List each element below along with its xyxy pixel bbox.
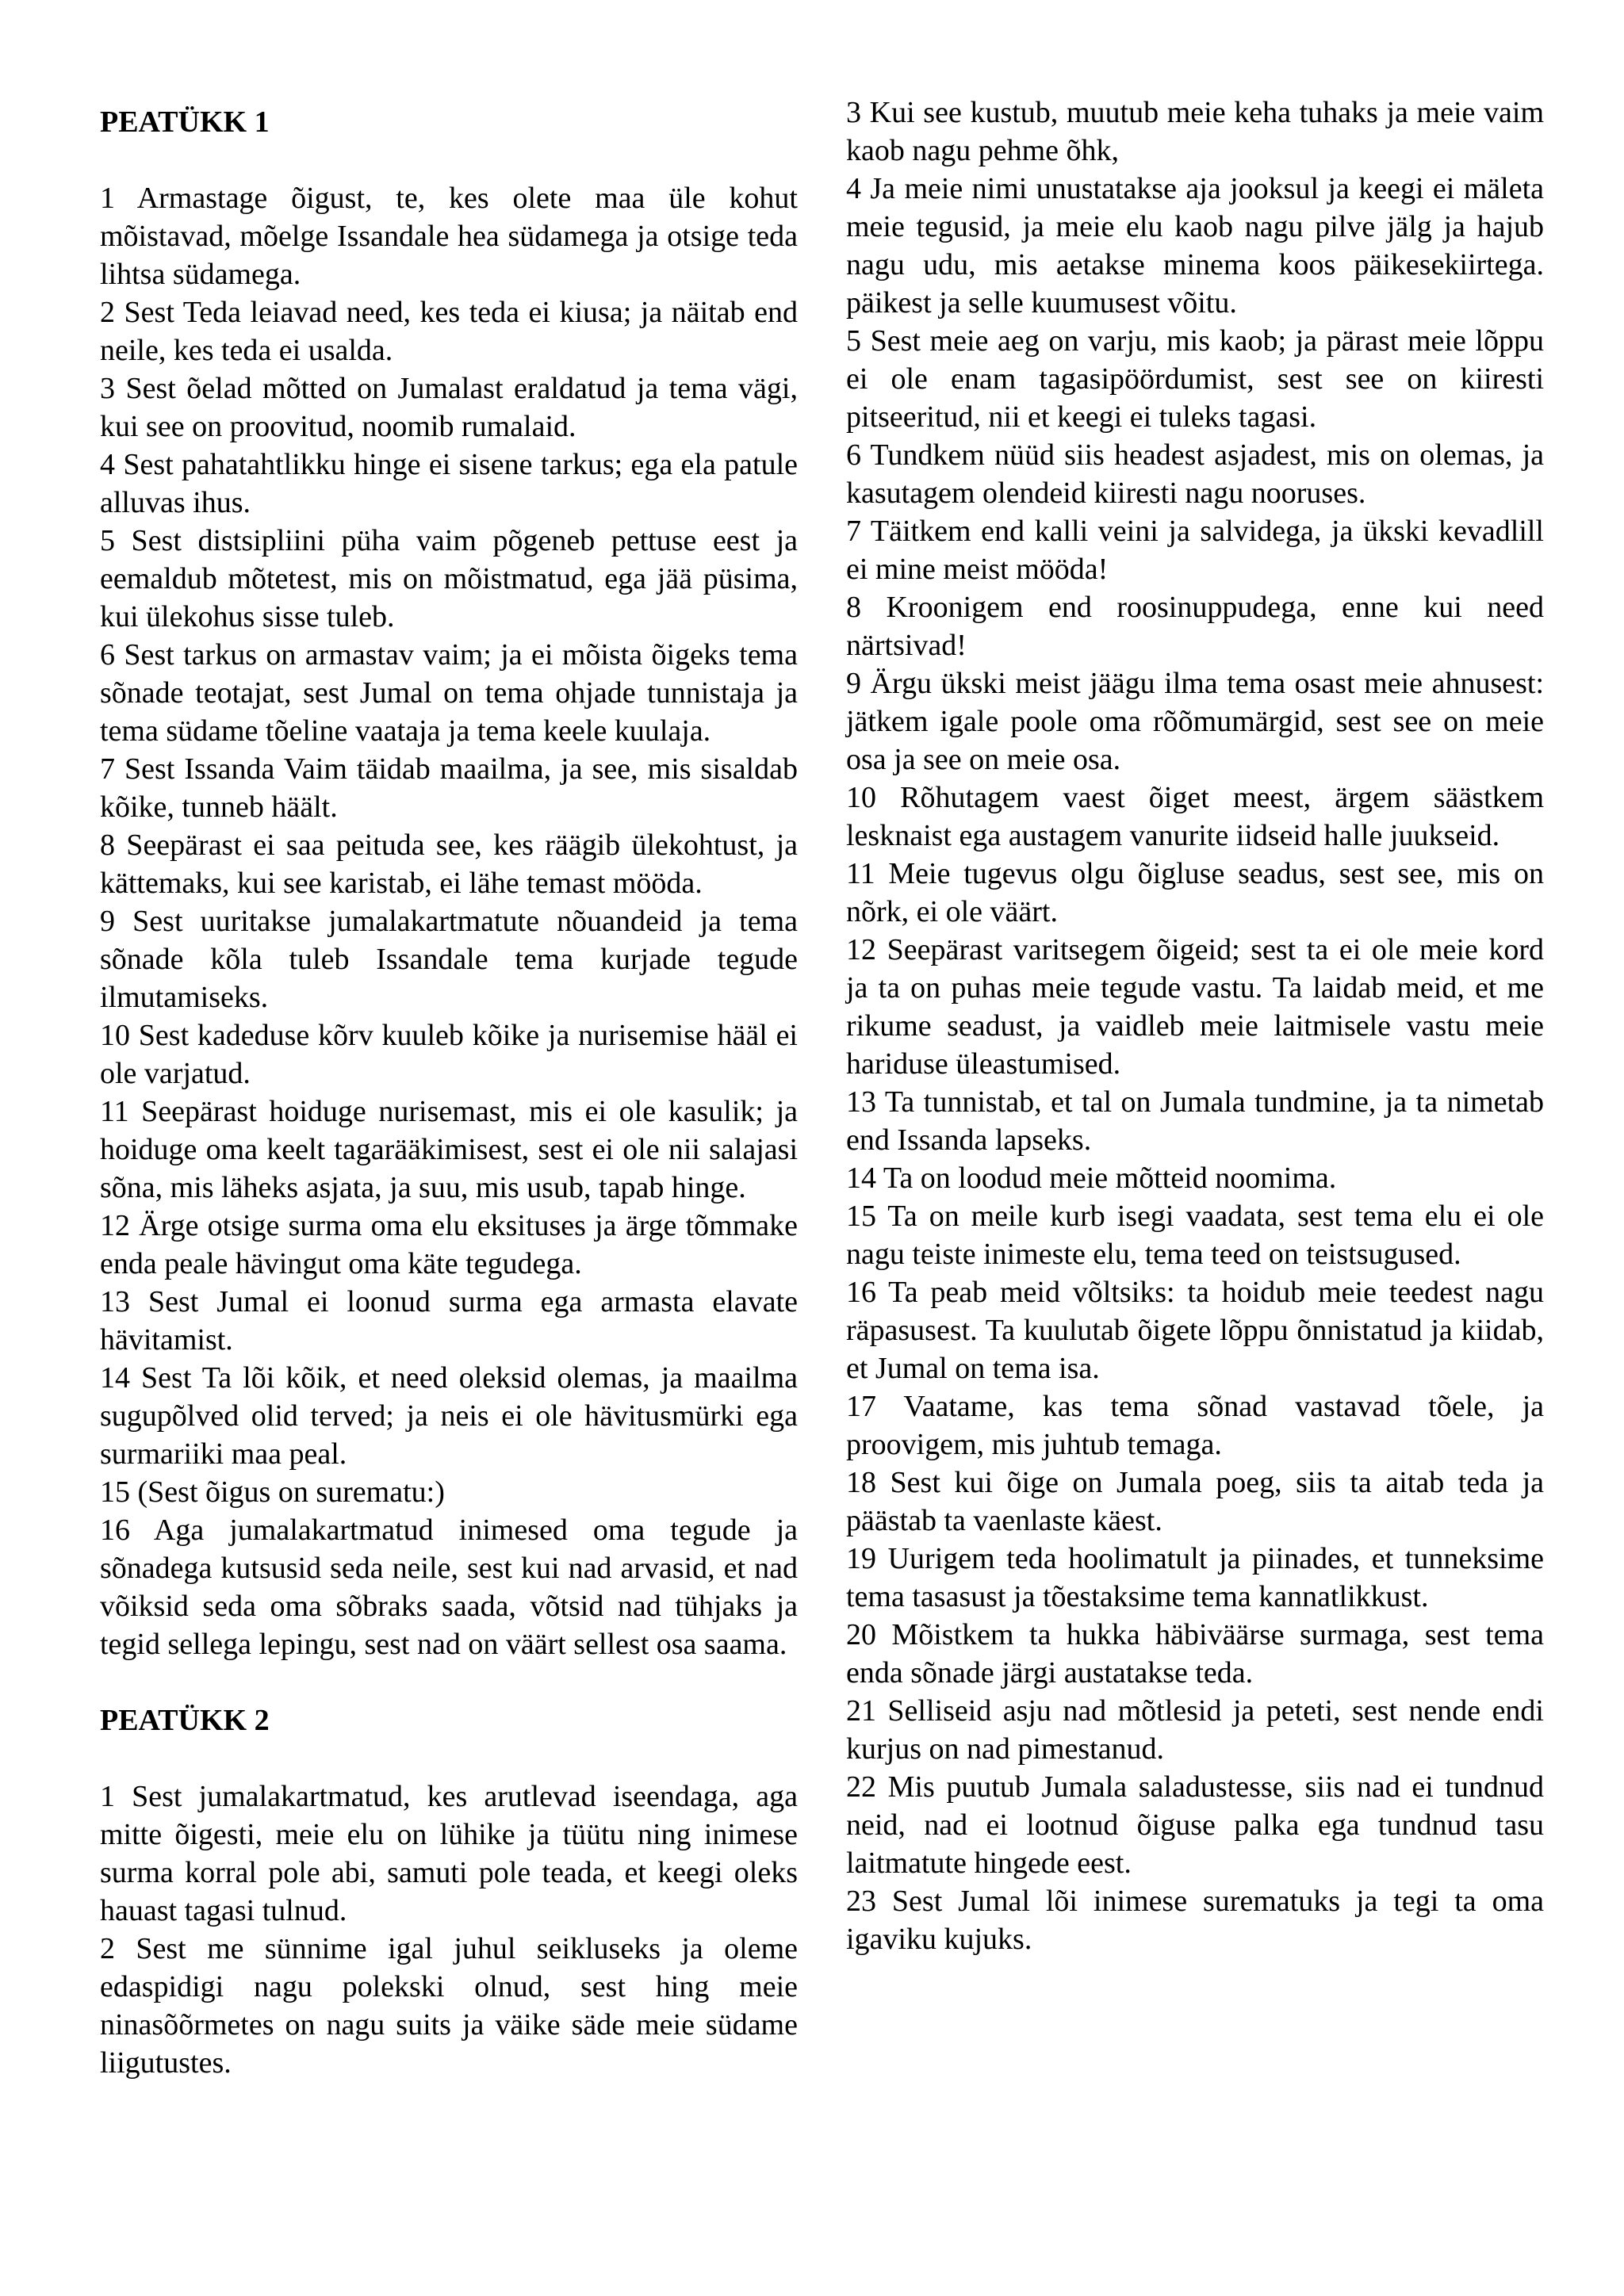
spacer: [100, 141, 798, 179]
verse: 17 Vaatame, kas tema sõnad vastavad tõele, ja proovigem, mis juhtub temaga.: [846, 1390, 1544, 1461]
verse: 8 Seepärast ei saa peituda see, kes räägib ülekohtust, ja kättemaks, kui see karistab, ei lähe temast mööda.: [100, 828, 798, 900]
left-column: [100, 94, 798, 2082]
verse: 11 Seepärast hoiduge nurisemast, mis ei ole kasulik; ja hoiduge oma keelt tagarääkimisest, sest ei ole nii salajasi sõna, mis läheks asjata, ja suu, mis usub, tapab hinge.: [100, 1095, 798, 1204]
verse: 9 Sest uuritakse jumalakartmatute nõuandeid ja tema sõnade kõla tuleb Issandale tema kurjade tegude ilmutamiseks.: [100, 905, 798, 1014]
verse: 4 Ja meie nimi unustatakse aja jooksul ja keegi ei mäleta meie tegusid, ja meie elu kaob nagu pilve jälg ja hajub nagu udu, mis aetakse minema koos päikesekiirtega. päikest ja selle kuumusest võitu.: [846, 172, 1544, 320]
verse: 16 Ta peab meid võltsiks: ta hoidub meie teedest nagu räpasusest. Ta kuulutab õigete lõppu õnnistatud ja kiidab, et Jumal on tema isa.: [846, 1276, 1544, 1385]
chapter-2-verses: [100, 1777, 798, 2082]
verse: 15 (Sest õigus on surematu:): [100, 1475, 445, 1509]
verse: 14 Sest Ta lõi kõik, et need oleksid olemas, ja maailma sugupõlved olid terved; ja neis ei ole hävitusmürki ega surmariiki maa peal.: [100, 1361, 798, 1471]
verse: 23 Sest Jumal lõi inimese surematuks ja tegi ta oma igaviku kujuks.: [846, 1885, 1544, 1956]
verse: 13 Ta tunnistab, et tal on Jumala tundmine, ja ta nimetab end Issanda lapseks.: [846, 1085, 1544, 1157]
right-column: [846, 94, 1544, 1958]
verse: 1 Armastage õigust, te, kes olete maa üle kohut mõistavad, mõelge Issandale hea südamega ja otsige teda lihtsa südamega.: [100, 182, 798, 291]
verse: 3 Kui see kustub, muutub meie keha tuhaks ja meie vaim kaob nagu pehme õhk,: [846, 96, 1544, 167]
verse: 12 Ärge otsige surma oma elu eksituses ja ärge tõmmake enda peale hävingut oma käte tegudega.: [100, 1209, 798, 1280]
verse: 7 Sest Issanda Vaim täidab maailma, ja see, mis sisaldab kõike, tunneb häält.: [100, 752, 798, 824]
verse: 10 Sest kadeduse kõrv kuuleb kõike ja nurisemise hääl ei ole varjatud.: [100, 1019, 798, 1090]
chapter-1-heading: PEATÜKK 1: [100, 105, 270, 139]
verse: 18 Sest kui õige on Jumala poeg, siis ta aitab teda ja päästab ta vaenlaste käest.: [846, 1466, 1544, 1537]
verse: 4 Sest pahatahtlikku hinge ei sisene tarkus; ega ela patule alluvas ihus.: [100, 448, 798, 519]
verse: 6 Tundkem nüüd siis headest asjadest, mis on olemas, ja kasutagem olendeid kiiresti nagu nooruses.: [846, 438, 1544, 510]
chapter-2-heading: PEATÜKK 2: [100, 1704, 270, 1737]
verse: 22 Mis puutub Jumala saladustesse, siis nad ei tundnud neid, nad ei lootnud õiguse palka ega tundnud tasu laitmatute hingede eest.: [846, 1770, 1544, 1880]
verse: 16 Aga jumalakartmatud inimesed oma tegude ja sõnadega kutsusid seda neile, sest kui nad arvasid, et nad võiksid seda oma sõbraks saada, võtsid nad tühjaks ja tegid sellega lepingu, sest nad on väärt sellest osa saama.: [100, 1513, 798, 1661]
verse: 5 Sest meie aeg on varju, mis kaob; ja pärast meie lõppu ei ole enam tagasipöördumist, sest see on kiiresti pitseeritud, nii et keegi ei tuleks tagasi.: [846, 324, 1544, 434]
verse: 19 Uurigem teda hoolimatult ja piinades, et tunneksime tema tasasust ja tõestaksime tema kannatlikkust.: [846, 1542, 1544, 1613]
verse: 8 Kroonigem end roosinuppudega, enne kui need närtsivad!: [846, 591, 1544, 662]
verse: 2 Sest Teda leiavad need, kes teda ei kiusa; ja näitab end neile, kes teda ei usalda.: [100, 296, 798, 367]
verse: 6 Sest tarkus on armastav vaim; ja ei mõista õigeks tema sõnade teotajat, sest Jumal on tema ohjade tunnistaja ja tema südame tõeline vaataja ja tema keele kuulaja.: [100, 638, 798, 748]
verse: 9 Ärgu ükski meist jäägu ilma tema osast meie ahnusest: jätkem igale poole oma rõõmumärgid, sest see on meie osa ja see on meie osa.: [846, 667, 1544, 776]
verse: 1 Sest jumalakartmatud, kes arutlevad iseendaga, aga mitte õigesti, meie elu on lühike ja tüütu ning inimese surma korral pole abi, samuti pole teada, et keegi oleks hauast tagasi tulnud.: [100, 1780, 798, 1927]
verse: 11 Meie tugevus olgu õigluse seadus, sest see, mis on nõrk, ei ole väärt.: [846, 857, 1544, 928]
verse: 12 Seepärast varitsegem õigeid; sest ta ei ole meie kord ja ta on puhas meie tegude vastu. Ta laidab meid, et me rikume seadust, ja vaidleb meie laitmisele vastu meie hariduse üleastumised.: [846, 933, 1544, 1081]
verse: 2 Sest me sünnime igal juhul seikluseks ja oleme edaspidigi nagu polekski olnud, sest hing meie ninasõõrmetes on nagu suits ja väike säde meie südame liigutustes.: [100, 1932, 798, 2080]
verse: 20 Mõistkem ta hukka häbiväärse surmaga, sest tema enda sõnade järgi austatakse teda.: [846, 1618, 1544, 1689]
verse: 5 Sest distsipliini püha vaim põgeneb pettuse eest ja eemaldub mõtetest, mis on mõistmatud, ega jää püsima, kui ülekohus sisse tuleb.: [100, 524, 798, 633]
chapter-1-verses: [100, 179, 798, 1663]
spacer: [100, 1739, 798, 1777]
verse: 10 Rõhutagem vaest õiget meest, ärgem säästkem lesknaist ega austagem vanurite iidseid halle juukseid.: [846, 781, 1544, 852]
verse: 14 Ta on loodud meie mõtteid noomima.: [846, 1161, 1337, 1195]
verse: 13 Sest Jumal ei loonud surma ega armasta elavate hävitamist.: [100, 1285, 798, 1357]
verse: 15 Ta on meile kurb isegi vaadata, sest tema elu ei ole nagu teiste inimeste elu, tema teed on teistsugused.: [846, 1200, 1544, 1271]
verse: 3 Sest õelad mõtted on Jumalast eraldatud ja tema vägi, kui see on proovitud, noomib rumalaid.: [100, 372, 798, 443]
verse: 7 Täitkem end kalli veini ja salvidega, ja ükski kevadlill ei mine meist mööda!: [846, 515, 1544, 586]
verse: 21 Selliseid asju nad mõtlesid ja peteti, sest nende endi kurjus on nad pimestanud.: [846, 1694, 1544, 1766]
